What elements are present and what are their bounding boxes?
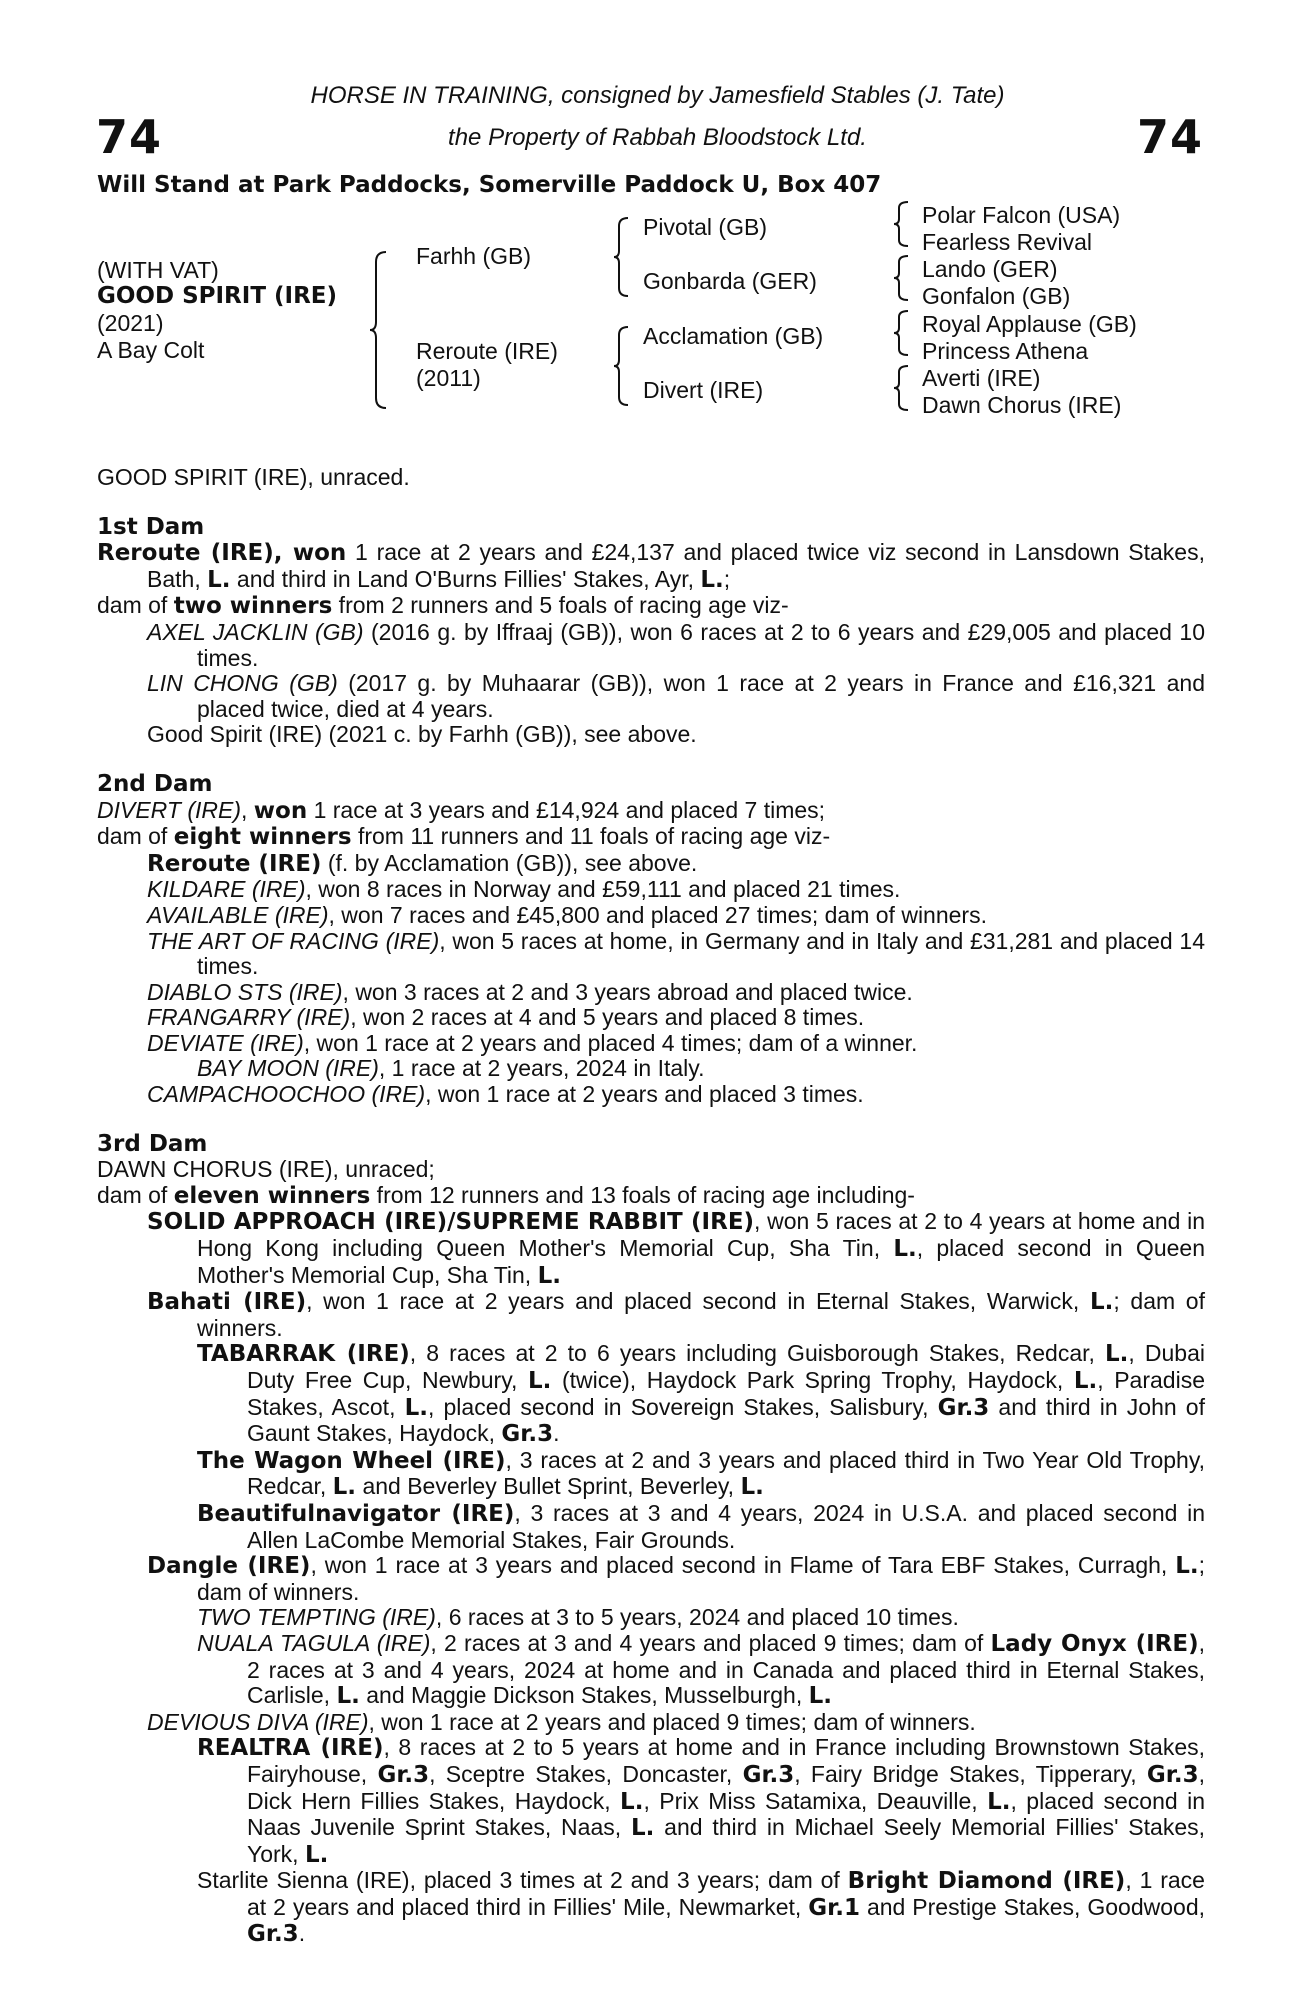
pedigree-brace-g3-3 <box>892 309 912 357</box>
property-line: the Property of Rabbah Bloodstock Ltd. <box>448 124 867 151</box>
horse-sex: A Bay Colt <box>97 337 205 363</box>
horse-year: (2021) <box>97 310 164 336</box>
second-dam-foal-5: DIABLO STS (IRE), won 3 races at 2 and 3 years abroad and placed twice. <box>147 978 913 1005</box>
dangle-foal-two-tempting: TWO TEMPTING (IRE), 6 races at 3 to 5 years, 2024 and placed 10 times. <box>197 1604 959 1631</box>
gen3-3: Lando (GER) <box>922 256 1058 282</box>
second-dam-foal-1: Reroute (IRE) (f. by Acclamation (GB)), see above. <box>147 849 698 877</box>
gen3-7: Averti (IRE) <box>922 365 1041 391</box>
gen3-2: Fearless Revival <box>922 229 1092 255</box>
pedigree-brace-g3-4 <box>892 364 912 412</box>
second-dam-produce: dam of eight winners from 11 runners and 11 foals of racing age viz- <box>97 823 831 851</box>
dangle-foal-nuala-tagula: NUALA TAGULA (IRE), 2 races at 3 and 4 years and placed 9 times; dam of Lady Onyx (IRE), 2 races at 3 and 4 years, 2024 at home and in Canada and placed third in Eternal Stakes, Carlisle, L. and Maggie Dickson Stakes, Musselburgh, L. <box>197 1629 1205 1710</box>
first-dam-foal-1: AXEL JACKLIN (GB) (2016 g. by Iffraaj (GB)), won 6 races at 2 to 6 years and £29,005 and placed 10 times. <box>147 618 1205 671</box>
first-dam-foal-2: LIN CHONG (GB) (2017 g. by Muhaarar (GB)), won 1 race at 2 years in France and £16,321 and placed twice, died at 4 years. <box>147 670 1206 722</box>
third-dam-record: DAWN CHORUS (IRE), unraced; <box>97 1156 435 1183</box>
third-dam-produce: dam of eleven winners from 12 runners and 13 foals of racing age including- <box>97 1181 915 1209</box>
horse-name: GOOD SPIRIT (IRE) <box>97 283 338 309</box>
first-dam-record: Reroute (IRE), won 1 race at 2 years and £24,137 and placed twice viz second in Lansdown Stakes, Bath, L. and third in Land O'Burns Fillies' Stakes, Ayr, L.; <box>97 539 1205 593</box>
pedigree-notes <box>97 465 1205 1948</box>
bahati-foal-tabarrak: TABARRAK (IRE), 8 races at 2 to 6 years including Guisborough Stakes, Redcar, L., Dubai Duty Free Cup, Newbury, L. (twice), Haydock Park Spring Trophy, Haydock, L., Paradise Stakes, Ascot, L., placed second in Sovereign Stakes, Salisbury, Gr.3 and third in John of Gaunt Stakes, Haydock, Gr.3. <box>197 1340 1206 1448</box>
second-dam-foal-8: CAMPACHOOCHOO (IRE), won 1 race at 2 years and placed 3 times. <box>147 1081 864 1108</box>
second-dam-grandfoal-1: BAY MOON (IRE), 1 race at 2 years, 2024 in Italy. <box>197 1055 705 1082</box>
first-dam-produce: dam of two winners from 2 runners and 5 foals of racing age viz- <box>97 592 789 620</box>
second-dam-foal-4: THE ART OF RACING (IRE), won 5 races at home, in Germany and in Italy and £31,281 and placed 14 times. <box>147 927 1206 980</box>
gen3-4: Gonfalon (GB) <box>922 283 1071 309</box>
gen2-4: Divert (IRE) <box>643 377 764 403</box>
second-dam-foal-3: AVAILABLE (IRE), won 7 races and £45,800 and placed 27 times; dam of winners. <box>147 901 987 928</box>
lot-number-left: 74 <box>96 110 163 164</box>
consignor-line: HORSE IN TRAINING, consigned by Jamesfield Stables (J. Tate) <box>310 82 1005 109</box>
gen3-1: Polar Falcon (USA) <box>922 202 1121 228</box>
stand-location: Will Stand at Park Paddocks, Somerville Paddock U, Box 407 <box>97 172 882 198</box>
second-dam-foal-2: KILDARE (IRE), won 8 races in Norway and £59,111 and placed 21 times. <box>147 876 901 903</box>
devious-diva-foal-realtra: REALTRA (IRE), 8 races at 2 to 5 years at home and in France including Brownstown Stakes, Fairyhouse, Gr.3, Sceptre Stakes, Doncaster, Gr.3, Fairy Bridge Stakes, Tipperary, Gr.3, Dick Hern Fillies Stakes, Haydock, L., Prix Miss Satamixa, Deauville, L., placed second in Naas Juvenile Sprint Stakes, Naas, L. and third in Michael Seely Memorial Fillies' Stakes, York, L. <box>197 1734 1206 1868</box>
first-dam-foal-3: Good Spirit (IRE) (2021 c. by Farhh (GB)), see above. <box>147 721 697 748</box>
second-dam-heading: 2nd Dam <box>97 770 213 797</box>
third-dam-heading: 3rd Dam <box>97 1130 208 1157</box>
third-dam-foal-devious-diva: DEVIOUS DIVA (IRE), won 1 race at 2 years and placed 9 times; dam of winners. <box>147 1708 976 1735</box>
pedigree-brace-g3-1 <box>892 200 912 248</box>
vat-label: (WITH VAT) <box>97 257 219 283</box>
pedigree-brace-main <box>368 250 392 410</box>
pedigree-brace-sire <box>612 216 632 298</box>
second-dam-record: DIVERT (IRE), won 1 race at 3 years and £14,924 and placed 7 times; <box>97 796 826 824</box>
gen2-2: Gonbarda (GER) <box>643 268 817 294</box>
gen3-6: Princess Athena <box>922 338 1089 364</box>
gen2-3: Acclamation (GB) <box>643 323 824 349</box>
devious-diva-foal-starlite-sienna: Starlite Sienna (IRE), placed 3 times at 2 and 3 years; dam of Bright Diamond (IRE), 1 race at 2 years and placed third in Fillies' Mile, Newmarket, Gr.1 and Prestige Stakes, Goodwood, Gr.3. <box>197 1867 1205 1948</box>
third-dam-foal-solid-approach: SOLID APPROACH (IRE)/SUPREME RABBIT (IRE), won 5 races at 2 to 4 years at home and in Hong Kong including Queen Mother's Memorial Cup, Sha Tin, L., placed second in Queen Mother's Memorial Cup, Sha Tin, L. <box>147 1208 1205 1289</box>
gen3-8: Dawn Chorus (IRE) <box>922 392 1122 418</box>
lot-number-right: 74 <box>1136 110 1203 164</box>
pedigree-brace-g3-2 <box>892 254 912 302</box>
second-dam-foal-7: DEVIATE (IRE), won 1 race at 2 years and placed 4 times; dam of a winner. <box>147 1029 918 1056</box>
bahati-foal-wagon-wheel: The Wagon Wheel (IRE), 3 races at 2 and 3 years and placed third in Two Year Old Trophy, Redcar, L. and Beverley Bullet Sprint, Beverley, L. <box>197 1446 1205 1501</box>
sire-name: Farhh (GB) <box>416 243 532 269</box>
dam-name: Reroute (IRE) <box>416 338 558 364</box>
first-dam-heading: 1st Dam <box>97 513 205 540</box>
gen2-1: Pivotal (GB) <box>643 214 767 240</box>
third-dam-foal-dangle: Dangle (IRE), won 1 race at 3 years and placed second in Flame of Tara EBF Stakes, Curragh, L.; dam of winners. <box>147 1552 1205 1605</box>
second-dam-foal-6: FRANGARRY (IRE), won 2 races at 4 and 5 years and placed 8 times. <box>147 1004 865 1031</box>
bahati-foal-beautifulnavigator: Beautifulnavigator (IRE), 3 races at 3 and 4 years, 2024 in U.S.A. and placed second in Allen LaCombe Memorial Stakes, Fair Grounds. <box>197 1499 1205 1553</box>
third-dam-foal-bahati: Bahati (IRE), won 1 race at 2 years and placed second in Eternal Stakes, Warwick, L.; dam of winners. <box>147 1288 1205 1341</box>
intro-line: GOOD SPIRIT (IRE), unraced. <box>97 464 410 490</box>
dam-year: (2011) <box>416 365 481 391</box>
pedigree-brace-dam <box>612 325 632 407</box>
gen3-5: Royal Applause (GB) <box>922 311 1137 337</box>
